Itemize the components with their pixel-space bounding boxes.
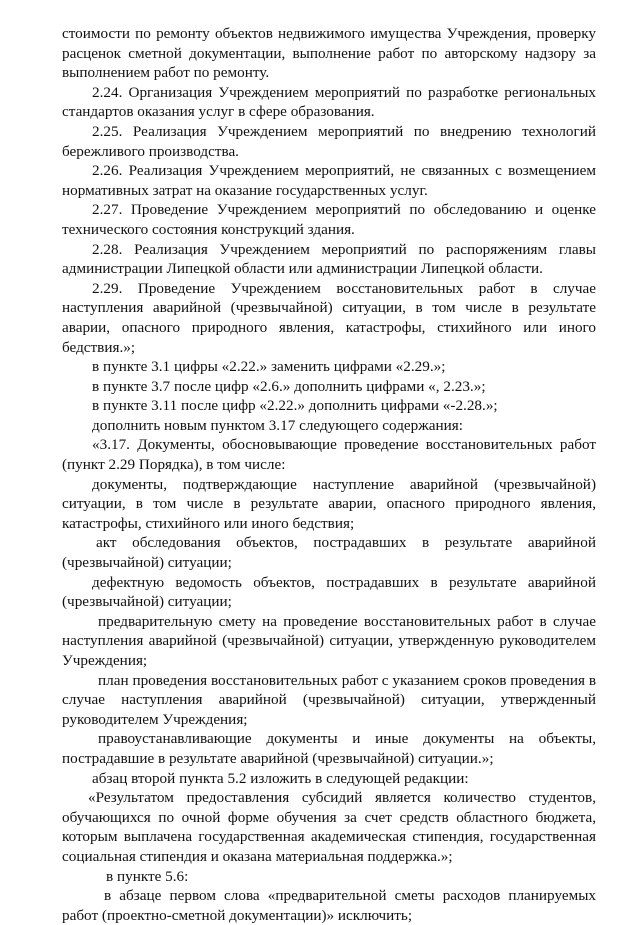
- list-item-inspection-act: акт обследования объектов, пострадавших в результате аварийной (чрезвычайной) ситуации;: [62, 534, 596, 572]
- amendment-point-5-6: в пункте 5.6:: [106, 867, 189, 885]
- document-page: [62, 24, 596, 925]
- amendment-point-5-2: абзац второй пункта 5.2 изложить в следующей редакции:: [92, 769, 469, 787]
- amendment-point-3-11: в пункте 3.11 после цифр «2.22.» дополнить цифрами «-2.28.»;: [92, 397, 498, 415]
- amendment-point-3-1: в пункте 3.1 цифры «2.22.» заменить цифрами «2.29.»;: [92, 358, 446, 376]
- paragraph-3-17: «3.17. Документы, обосновывающие проведение восстановительных работ (пункт 2.29 Порядка), в том числе:: [62, 436, 596, 474]
- paragraph-continuation: стоимости по ремонту объектов недвижимого имущества Учреждения, проверку расценок сметной документации, выполнение работ по авторскому надзору за выполнением работ по ремонту.: [62, 25, 596, 82]
- paragraph-2-29: 2.29. Проведение Учреждением восстановительных работ в случае наступления аварийной (чрезвычайной) ситуации, в том числе в результате аварии, опасного природного явления, катастрофы, стихийного или иного бедствия.»;: [62, 279, 596, 356]
- paragraph-2-28: 2.28. Реализация Учреждением мероприятий по распоряжениям главы администрации Липецкой области или администрации Липецкой области.: [62, 240, 596, 278]
- list-item-title-documents: правоустанавливающие документы и иные документы на объекты, пострадавшие в результате аварийной (чрезвычайной) ситуации.»;: [62, 730, 596, 767]
- paragraph-2-24: 2.24. Организация Учреждением мероприятий по разработке региональных стандартов оказания услуг в сфере образования.: [62, 83, 596, 121]
- paragraph-2-26: 2.26. Реализация Учреждением мероприятий, не связанных с возмещением нормативных затрат на оказание государственных услуг.: [62, 162, 596, 199]
- paragraph-2-25: 2.25. Реализация Учреждением мероприятий по внедрению технологий бережливого производства.: [62, 122, 596, 160]
- paragraph-2-27: 2.27. Проведение Учреждением мероприятий по обследованию и оценке технического состояния конструкций здания.: [62, 201, 596, 238]
- list-item-restoration-plan: план проведения восстановительных работ с указанием сроков проведения в случае наступления аварийной (чрезвычайной) ситуации, утвержденный руководителем Учреждения;: [62, 671, 596, 728]
- paragraph-subsidy-result: «Результатом предоставления субсидий является количество студентов, обучающихся по очной форме обучения за счет средств областного бюджета, которым выплачена государственная академическая стипендия, государственная социальная стипендия и оказана материальная поддержка.»;: [62, 789, 596, 865]
- list-item-emergency-documents: документы, подтверждающие наступление аварийной (чрезвычайной) ситуации, в том числе в результате аварии, опасного природного явления, катастрофы, стихийного или иного бедствия;: [62, 475, 596, 532]
- amendment-point-5-6-first-paragraph: в абзаце первом слова «предварительной сметы расходов планируемых работ (проектно-сметной документации)» исключить;: [62, 887, 596, 924]
- amendment-point-3-7: в пункте 3.7 после цифр «2.6.» дополнить цифрами «, 2.23.»;: [92, 377, 486, 395]
- amendment-new-point-3-17: дополнить новым пунктом 3.17 следующего содержания:: [92, 416, 463, 434]
- list-item-preliminary-estimate: предварительную смету на проведение восстановительных работ в случае наступления аварийной (чрезвычайной) ситуации, утвержденную руководителем Учреждения;: [62, 612, 596, 669]
- list-item-defect-statement: дефектную ведомость объектов, пострадавших в результате аварийной (чрезвычайной) ситуации;: [62, 573, 596, 611]
